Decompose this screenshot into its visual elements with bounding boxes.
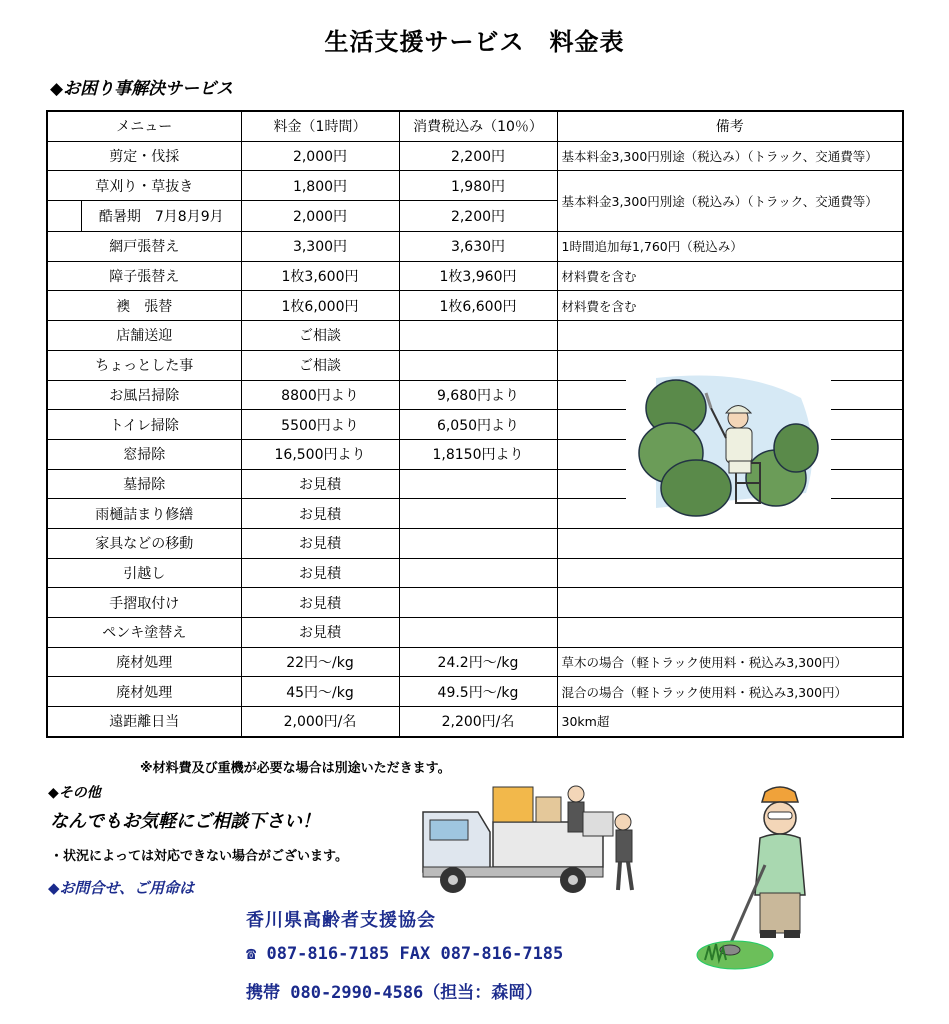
price-cell: 2,000円/名 [241,707,399,737]
tax-cell [399,528,557,558]
header-menu: メニュー [47,111,241,141]
menu-cell: 廃材処理 [47,647,241,677]
menu-cell: 引越し [47,558,241,588]
menu-cell: 墓掃除 [47,469,241,499]
tax-cell: 2,200円 [399,141,557,171]
menu-cell: 廃材処理 [47,677,241,707]
table-row [47,291,903,321]
tax-cell [399,588,557,618]
price-cell: 22円～/kg [241,647,399,677]
price-cell: 5500円より [241,410,399,440]
tax-cell: 6,050円より [399,410,557,440]
note-cell [557,588,903,618]
table-row [47,618,903,648]
note-cell: 混合の場合（軽トラック使用料・税込み3,300円） [557,677,903,707]
price-cell: 2,000円 [241,141,399,171]
menu-cell: トイレ掃除 [47,410,241,440]
tax-cell [399,469,557,499]
note-cell: 30km超 [557,707,903,737]
note-cell: 基本料金3,300円別途（税込み）（トラック、交通費等） [557,141,903,171]
tax-cell: 2,200円 [399,201,557,232]
tax-cell [399,350,557,380]
tax-cell: 49.5円～/kg [399,677,557,707]
note-cell [557,528,903,558]
price-cell: 8800円より [241,380,399,410]
menu-cell: お風呂掃除 [47,380,241,410]
tax-cell: 2,200円/名 [399,707,557,737]
note-cell: 材料費を含む [557,261,903,291]
moving-truck-illustration [418,782,648,900]
price-cell: お見積 [241,588,399,618]
tax-cell: 24.2円～/kg [399,647,557,677]
note-cell: 草木の場合（軽トラック使用料・税込み3,300円） [557,647,903,677]
note-cell [557,558,903,588]
menu-cell: 家具などの移動 [47,528,241,558]
price-cell: 1,800円 [241,171,399,201]
menu-cell: 窓掃除 [47,439,241,469]
note-cell: 基本料金3,300円別途（税込み）（トラック、交通費等） [557,171,903,232]
note-cell: 材料費を含む [557,291,903,321]
page-title: 生活支援サービス 料金表 [324,28,625,56]
price-cell: ご相談 [241,321,399,351]
table-row [47,321,903,351]
price-cell: ご相談 [241,350,399,380]
price-cell: お見積 [241,528,399,558]
menu-cell: ちょっとした事 [47,350,241,380]
header-tax: 消費税込み（10％） [399,111,557,141]
section-heading-problem-solving: ◆お困り事解決サービス [50,79,234,99]
section-heading-contact: ◆お問合せ、ご用命は [48,879,195,897]
table-row [47,141,903,171]
tax-cell [399,321,557,351]
table-row [47,558,903,588]
price-cell: 3,300円 [241,232,399,262]
note-cell: 1時間追加毎1,760円（税込み） [557,232,903,262]
tax-cell: 9,680円より [399,380,557,410]
price-cell: お見積 [241,558,399,588]
note-cell [557,321,903,351]
menu-cell: 網戸張替え [47,232,241,262]
price-cell: お見積 [241,618,399,648]
table-row [47,528,903,558]
tax-cell [399,499,557,529]
menu-cell: 剪定・伐採 [47,141,241,171]
menu-cell: 店舗送迎 [47,321,241,351]
menu-cell: 遠距離日当 [47,707,241,737]
menu-cell: 襖 張替 [47,291,241,321]
price-cell: お見積 [241,499,399,529]
table-row [47,647,903,677]
tax-cell: 1,980円 [399,171,557,201]
organization-name: 香川県高齢者支援協会 [246,910,436,931]
note-cell [557,618,903,648]
price-cell: 1枚6,000円 [241,291,399,321]
grass-trimmer-illustration [690,780,830,980]
menu-cell: ペンキ塗替え [47,618,241,648]
table-row [47,261,903,291]
table-row [47,588,903,618]
phone-fax-line: ☎ 087-816-7185 FAX 087-816-7185 [246,944,564,964]
section-heading-other: ◆その他 [48,785,101,801]
tax-cell: 3,630円 [399,232,557,262]
table-row [47,707,903,737]
menu-cell: 手摺取付け [47,588,241,618]
menu-cell-sub [47,201,241,232]
table-row [47,677,903,707]
materials-footnote: ※材料費及び重機が必要な場合は別途いただきます。 [140,761,451,776]
menu-cell: 障子張替え [47,261,241,291]
price-cell: 45円～/kg [241,677,399,707]
price-cell: お見積 [241,469,399,499]
table-row [47,232,903,262]
price-cell: 2,000円 [241,201,399,232]
table-row [47,171,903,201]
header-note: 備考 [557,111,903,141]
mobile-line: 携帯 080-2990-4586（担当：森岡） [246,983,543,1003]
tax-cell: 1枚3,960円 [399,261,557,291]
tax-cell: 1,8150円より [399,439,557,469]
table-header-row [47,111,903,141]
header-price: 料金（1時間） [241,111,399,141]
menu-cell: 雨樋詰まり修繕 [47,499,241,529]
disclaimer-text: ・状況によっては対応できない場合がございます。 [50,849,348,864]
price-cell: 16,500円より [241,439,399,469]
menu-cell: 草刈り・草抜き [47,171,241,201]
gardener-illustration [626,368,831,528]
tax-cell [399,558,557,588]
menu-sub-label: 酷暑期 7月8月9月 [98,209,224,226]
tax-cell [399,618,557,648]
tax-cell: 1枚6,600円 [399,291,557,321]
price-cell: 1枚3,600円 [241,261,399,291]
consultation-message: なんでもお気軽にご相談下さい！ [50,811,320,832]
